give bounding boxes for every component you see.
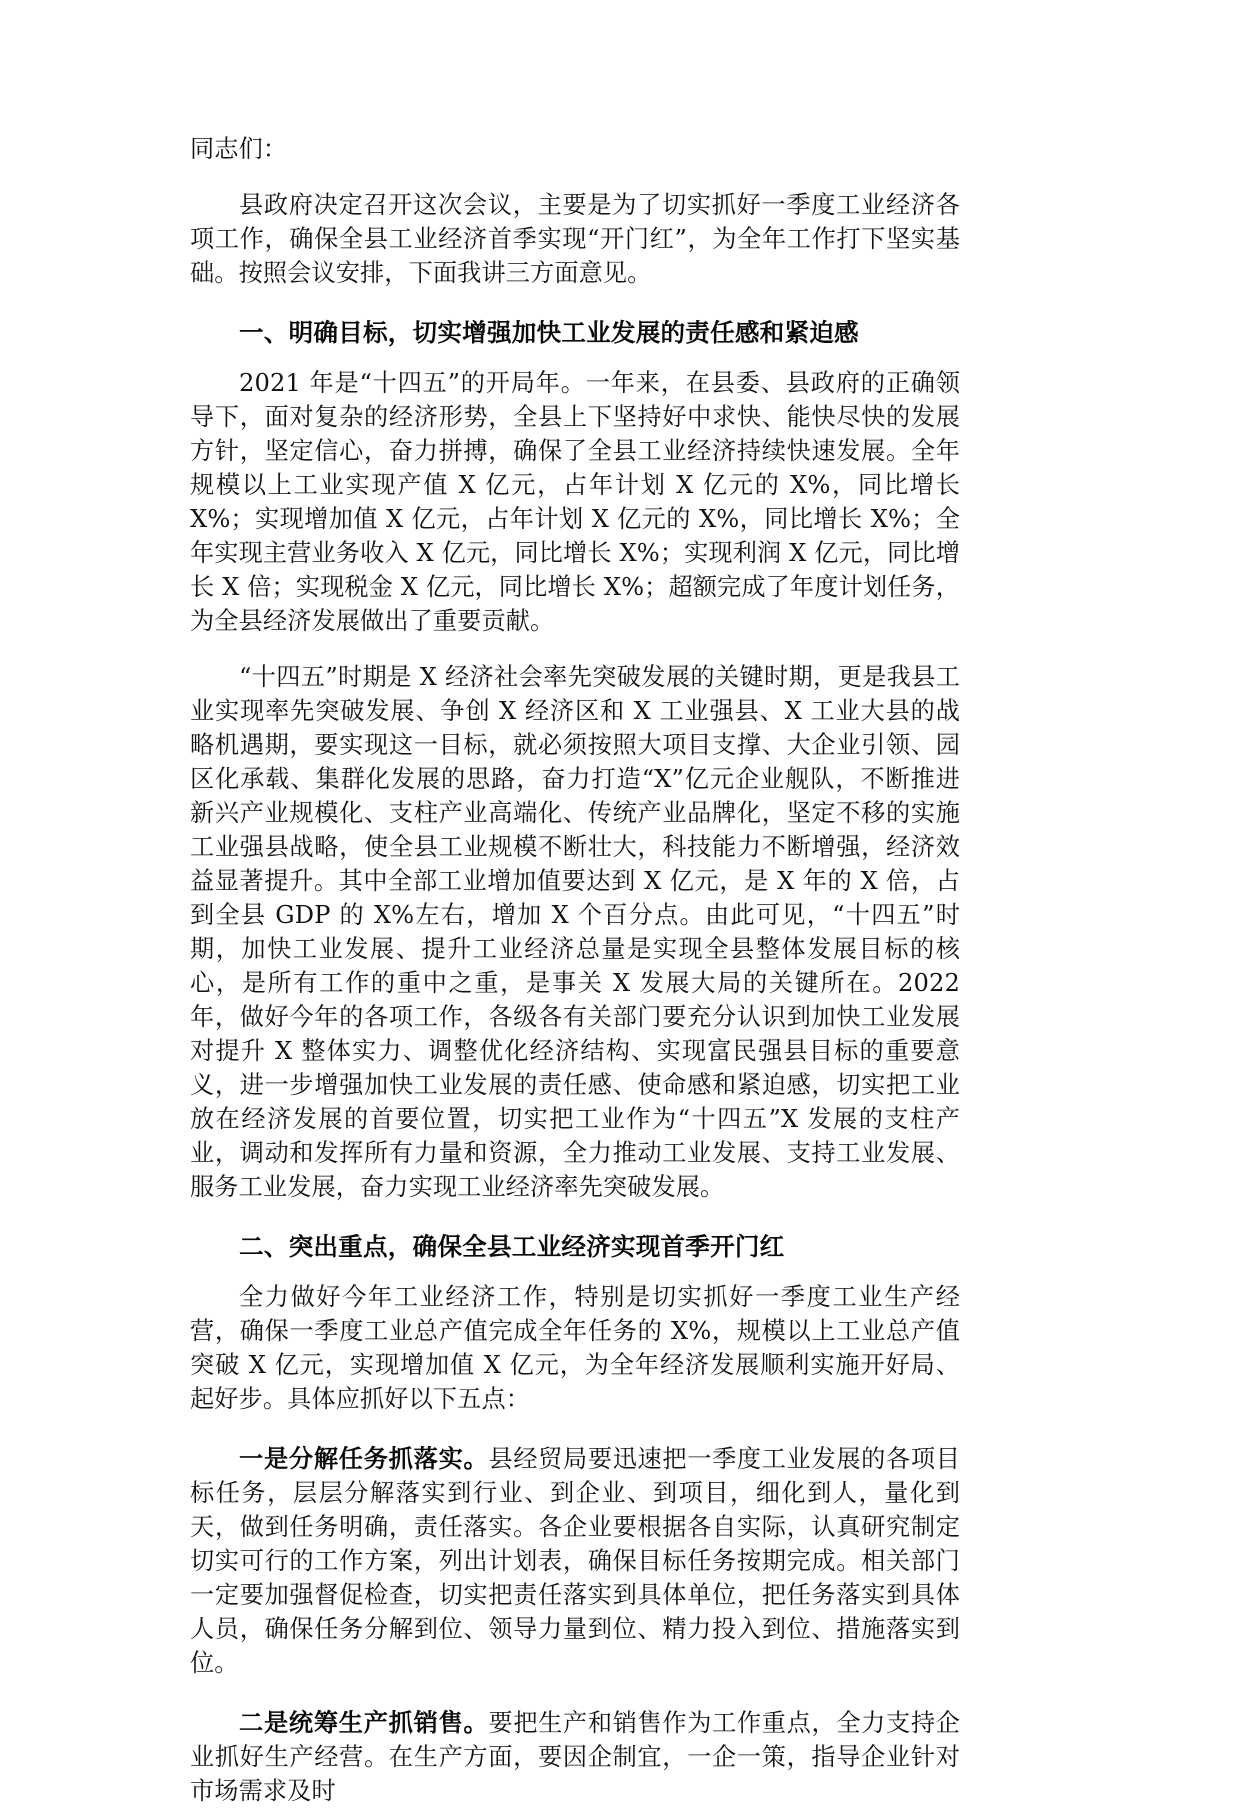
section-2-item-1-lead: 一是分解任务抓落实。 bbox=[239, 1445, 489, 1473]
spacer bbox=[190, 1416, 960, 1442]
section-2-item-1-body: 县经贸局要迅速把一季度工业发展的各项目标任务，层层分解落实到行业、到企业、到项目，细化到人，量化到天，做到任务明确，责任落实。各企业要根据各自实际，认真研究制定切实可行的工作方案，列出计划表，确保目标任务按期完成。相关部门一定要加强督促检查，切实把责任落实到具体单位，把任务落实到具体人员，确保任务分解到位、领导力量到位、精力投入到位、措施落实到位。 bbox=[190, 1445, 960, 1677]
section-2-item-1 bbox=[190, 1442, 960, 1680]
spacer bbox=[190, 638, 960, 660]
intro-paragraph: 县政府决定召开这次会议，主要是为了切实抓好一季度工业经济各项工作，确保全县工业经济首季实现“开门红”，为全年工作打下坚实基础。按照会议安排，下面我讲三方面意见。 bbox=[190, 191, 960, 287]
document-text-column bbox=[190, 132, 960, 1808]
spacer bbox=[190, 166, 960, 188]
spacer bbox=[190, 1680, 960, 1706]
spacer bbox=[190, 1264, 960, 1280]
section-heading-1: 一、明确目标，切实增强加快工业发展的责任感和紧迫感 bbox=[239, 318, 859, 347]
section-2-item-2 bbox=[190, 1706, 960, 1808]
spacer bbox=[190, 290, 960, 316]
section-1-paragraph-2: “十四五”时期是 X 经济社会率先突破发展的关键时期，更是我县工业实现率先突破发展、争创 X 经济区和 X 工业强县、X 工业大县的战略机遇期，要实现这一目标，就必须按照大项目支撑、大企业引领、园区化承载、集群化发展的思路，奋力打造“X”亿元企业舰队，不断推进新兴产业规模化、支柱产业高端化、传统产业品牌化，坚定不移的实施工业强县战略，使全县工业规模不断壮大，科技能力不断增强，经济效益显著提升。其中全部工业增加值要达到 X 亿元，是 X 年的 X 倍，占到全县 GDP 的 X%左右，增加 X 个百分点。由此可见，“十四五”时期，加快工业发展、提升工业经济总量是实现全县整体发展目标的核心，是所有工作的重中之重，是事关 X 发展大局的关键所在。2022 年，做好今年的各项工作，各级各有关部门要充分认识到加快工业发展对提升 X 整体实力、调整优化经济结构、实现富民强县目标的重要意义，进一步增强加快工业发展的责任感、使命感和紧迫感，切实把工业放在经济发展的首要位置，切实把工业作为“十四五”X 发展的支柱产业，调动和发挥所有力量和资源，全力推动工业发展、支持工业发展、服务工业发展，奋力实现工业经济率先突破发展。 bbox=[190, 663, 960, 1201]
section-2-item-2-body: 要把生产和销售作为工作重点，全力支持企业抓好生产经营。在生产方面，要因企制宜，一企一策，指导企业针对市场需求及时 bbox=[190, 1709, 960, 1805]
section-2-paragraph-1: 全力做好今年工业经济工作，特别是切实抓好一季度工业生产经营，确保一季度工业总产值完成全年任务的 X%，规模以上工业总产值突破 X 亿元，实现增加值 X 亿元，为全年经济发展顺利实施开好局、起好步。具体应抓好以下五点： bbox=[190, 1283, 960, 1413]
spacer bbox=[190, 350, 960, 366]
section-heading-2: 二、突出重点，确保全县工业经济实现首季开门红 bbox=[239, 1232, 785, 1261]
spacer bbox=[190, 1204, 960, 1230]
section-2-item-2-lead: 二是统筹生产抓销售。 bbox=[239, 1709, 489, 1737]
section-1-paragraph-1: 2021 年是“十四五”的开局年。一年来，在县委、县政府的正确领导下，面对复杂的经济形势，全县上下坚持好中求快、能快尽快的发展方针，坚定信心，奋力拼搏，确保了全县工业经济持续快速发展。全年规模以上工业实现产值 X 亿元，占年计划 X 亿元的 X%，同比增长 X%；实现增加值 X 亿元，占年计划 X 亿元的 X%，同比增长 X%；全年实现主营业务收入 X 亿元，同比增长 X%；实现利润 X 亿元，同比增长 X 倍；实现税金 X 亿元，同比增长 X%；超额完成了年度计划任务，为全县经济发展做出了重要贡献。 bbox=[190, 369, 960, 635]
salutation: 同志们： bbox=[190, 135, 288, 163]
